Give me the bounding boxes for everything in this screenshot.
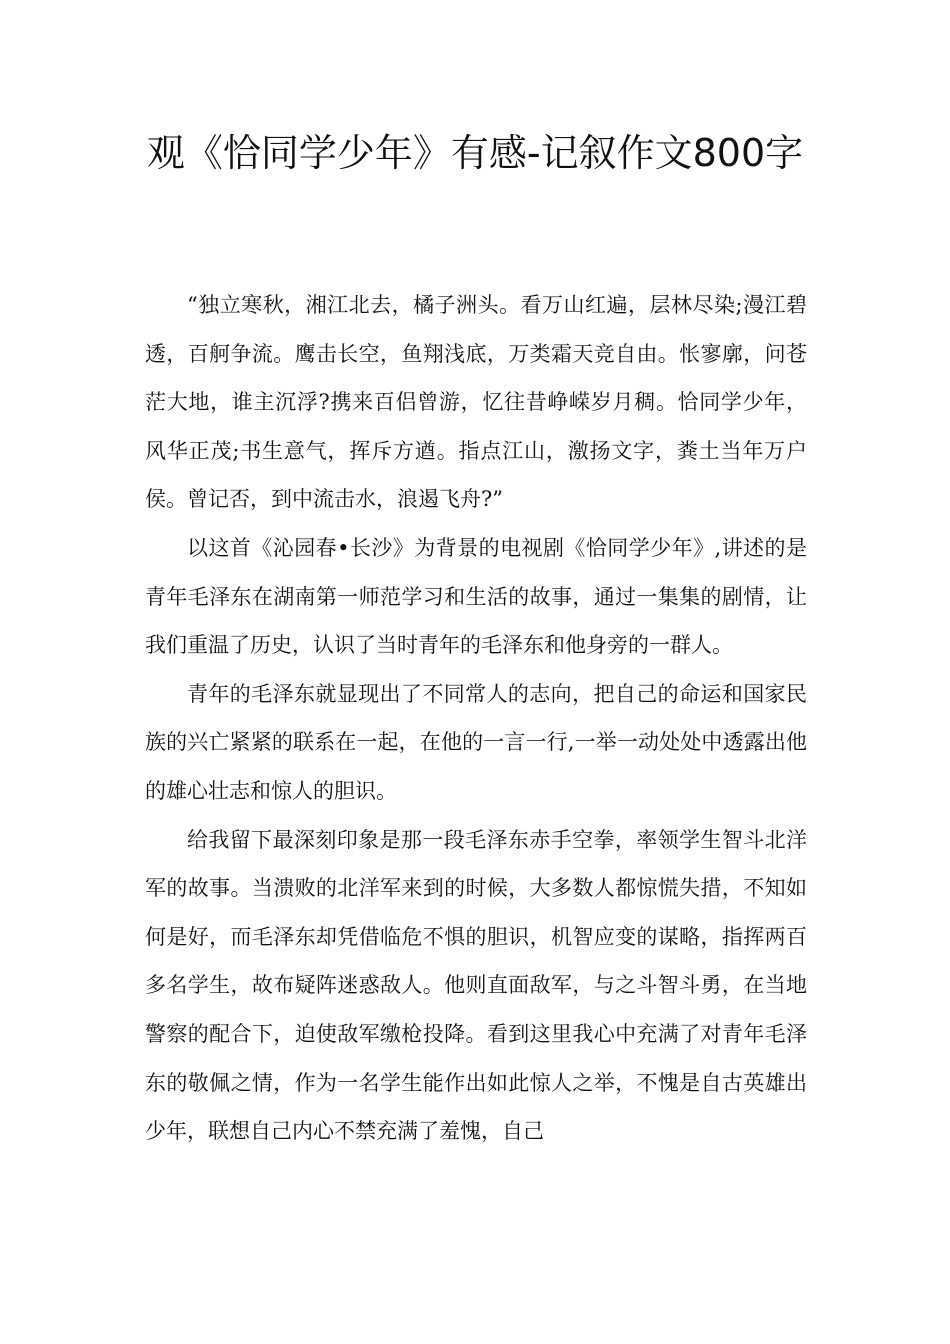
paragraph-ambition: 青年的毛泽东就显现出了不同常人的志向，把自己的命运和国家民族的兴亡紧紧的联系在一起，在他的一言一行,一举一动处处中透露出他的雄心壮志和惊人的胆识。 xyxy=(145,681,807,803)
paragraph-poem: “独立寒秋，湘江北去，橘子洲头。看万山红遍，层林尽染;漫江碧透，百舸争流。鹰击长空，鱼翔浅底，万类霜天竞自由。怅寥廓，问苍茫大地，谁主沉浮?携来百侣曾游，忆往昔峥嵘岁月稠。恰同学少年，风华正茂;书生意气，挥斥方遒。指点江山，激扬文字，粪土当年万户侯。曾记否，到中流击水，浪遏飞舟?” xyxy=(145,293,807,512)
document-body xyxy=(145,281,807,1156)
paragraph-intro: 以这首《沁园春•长沙》为背景的电视剧《恰同学少年》,讲述的是青年毛泽东在湖南第一师范学习和生活的故事，通过一集集的剧情，让我们重温了历史，认识了当时青年的毛泽东和他身旁的一群人。 xyxy=(145,535,807,658)
paragraph-story: 给我留下最深刻印象是那一段毛泽东赤手空拳，率领学生智斗北洋军的故事。当溃败的北洋军来到的时候，大多数人都惊慌失措，不知如何是好，而毛泽东却凭借临危不惧的胆识，机智应变的谋略，指挥两百多名学生，故布疑阵迷惑敌人。他则直面敌军，与之斗智斗勇，在当地警察的配合下，迫使敌军缴枪投降。看到这里我心中充满了对青年毛泽东的敬佩之情，作为一名学生能作出如此惊人之举，不愧是自古英雄出少年，联想自己内心不禁充满了羞愧，自己 xyxy=(145,827,807,1144)
document-title: 观《恰同学少年》有感-记叙作文800字 xyxy=(146,131,804,175)
